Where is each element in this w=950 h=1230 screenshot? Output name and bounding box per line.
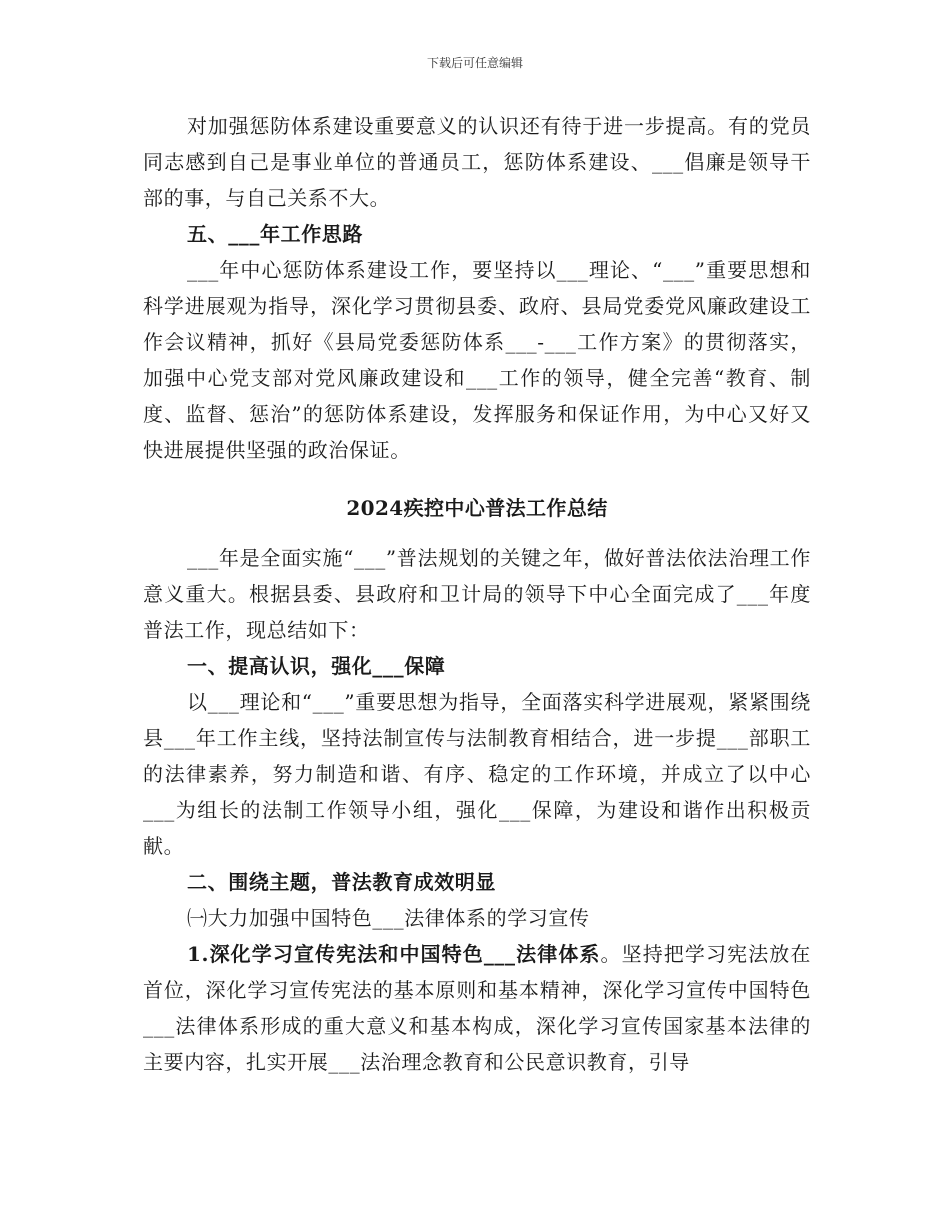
section-heading: 五、___年工作思路 [187, 222, 363, 246]
paragraph: ___年是全面实施“___”普法规划的关键之年，做好普法依法治理工作意义重大。根据县委、县政府和卫计局的领导下中心全面完成了___年度普法工作，现总结如下： [143, 546, 811, 642]
item-lead: 1.深化学习宣传宪法和中国特色___法律体系 [187, 942, 601, 966]
paragraph: ___年中心惩防体系建设工作，要坚持以___理论、“___”重要思想和科学进展观为指导，深化学习贯彻县委、政府、县局党委党风廉政建设工作会议精神，抓好《县局党委惩防体系___-___工作方案》的贯彻落实，加强中心党支部对党风廉政建设和___工作的领导，健全完善“教育、制度、监督、惩治”的惩防体系建设，发挥服务和保证作用，为中心又好又快进展提供坚强的政治保证。 [143, 258, 811, 462]
paragraph: 对加强惩防体系建设重要意义的认识还有待于进一步提高。有的党员同志感到自己是事业单位的普通员工，惩防体系建设、___倡廉是领导干部的事，与自己关系不大。 [143, 114, 811, 210]
paragraph: 以___理论和“___”重要思想为指导，全面落实科学进展观，紧紧围绕县___年工作主线，坚持法制宣传与法制教育相结合，进一步提___部职工的法律素养，努力制造和谐、有序、稳定的工作环境，并成立了以中心___为组长的法制工作领导小组，强化___保障，为建设和谐作出积极贡献。 [143, 690, 811, 858]
section-heading: 二、围绕主题，普法教育成效明显 [187, 870, 496, 894]
document-body [143, 108, 811, 1080]
section-heading: 一、提高认识，强化___保障 [187, 654, 446, 678]
header-note: 下载后可任意编辑 [426, 56, 523, 70]
item-text: 。坚持把学习宪法放在首位，深化学习宣传宪法的基本原则和基本精神，深化学习宣传中国特色___法律体系形成的重大意义和基本构成，深化学习宣传国家基本法律的主要内容，扎实开展___法治理念教育和公民意识教育，引导 [143, 942, 811, 1074]
paragraph [143, 936, 811, 1080]
document-title: 2024疾控中心普法工作总结 [346, 496, 608, 520]
subheading: ㈠大力加强中国特色___法律体系的学习宣传 [187, 906, 590, 930]
